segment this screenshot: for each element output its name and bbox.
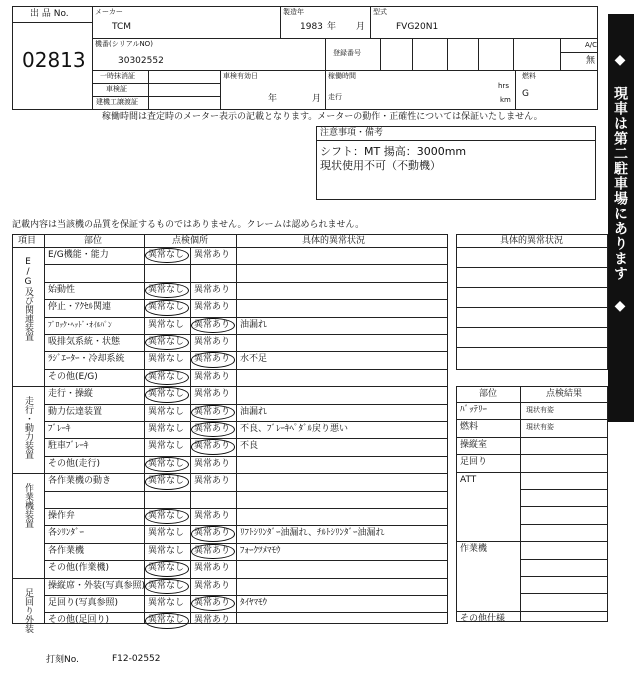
results-value: 現状有姿 bbox=[526, 406, 554, 414]
divider bbox=[456, 307, 608, 308]
status-ng-label: 異常あり bbox=[194, 354, 231, 365]
inspect-month-unit: 月 bbox=[312, 94, 322, 104]
divider bbox=[478, 38, 479, 70]
status-ok-label: 異常なし bbox=[148, 302, 185, 313]
status-ok-label: 異常なし bbox=[148, 511, 185, 521]
year-label: 製造年 bbox=[283, 8, 304, 16]
serial-label: 機番(シリアルNO) bbox=[95, 40, 153, 48]
status-ng-label: 異常あり bbox=[194, 250, 231, 260]
status-ng-label: 異常あり bbox=[194, 424, 231, 434]
col-header-item: 項目 bbox=[18, 236, 37, 246]
maker-label: メーカー bbox=[95, 8, 123, 16]
row-divider bbox=[44, 317, 448, 318]
status-ok-label: 異常なし bbox=[148, 598, 185, 608]
part-label: 操縦席・外装(写真参照) bbox=[48, 580, 146, 591]
row-divider bbox=[44, 612, 448, 613]
divider bbox=[515, 70, 516, 110]
status-ok-label: 異常なし bbox=[148, 371, 185, 382]
divider bbox=[92, 6, 93, 110]
part-label: 各作業機の動き bbox=[48, 476, 112, 487]
maker-value: TCM bbox=[112, 22, 132, 32]
status-ng-label: 異常あり bbox=[194, 441, 231, 452]
status-ng-label: 異常あり bbox=[194, 458, 231, 469]
location-banner bbox=[608, 14, 634, 422]
ac-label: A/C bbox=[585, 41, 598, 49]
inspect-year-unit: 年 bbox=[268, 94, 278, 104]
col-header-part: 部位 bbox=[84, 236, 103, 246]
group-divider bbox=[12, 473, 448, 474]
inspect-valid-label: 車検有効日 bbox=[223, 72, 258, 80]
part-label: 足回り(写真参照) bbox=[48, 598, 119, 608]
row-divider bbox=[44, 438, 448, 439]
divider bbox=[412, 38, 413, 70]
part-label: ﾗｼﾞｴｰﾀｰ・冷却系統 bbox=[48, 354, 125, 365]
check-circle bbox=[145, 561, 189, 576]
part-label: 吸排気系統・状態 bbox=[48, 337, 121, 347]
results-table bbox=[456, 386, 608, 622]
part-label: 各作業機 bbox=[48, 545, 85, 556]
check-circle bbox=[145, 474, 189, 489]
year-value: 1983 bbox=[300, 22, 323, 32]
col-header-detail: 具体的異常状況 bbox=[302, 236, 366, 246]
status-ng-label: 異常あり bbox=[194, 563, 231, 574]
status-ok-label: 異常なし bbox=[148, 337, 185, 347]
status-ng-label: 異常あり bbox=[194, 337, 231, 347]
status-ng-label: 異常あり bbox=[194, 615, 231, 626]
serial-value: 30302552 bbox=[118, 56, 164, 66]
fuel-label: 燃料 bbox=[522, 72, 536, 80]
part-label: E/G機能・能力 bbox=[48, 250, 109, 260]
part-label: 操作弁 bbox=[48, 511, 76, 521]
reg-label: 登録番号 bbox=[333, 49, 361, 57]
sub-row-divider bbox=[520, 559, 608, 560]
hours-label: 稼働時間 bbox=[328, 72, 356, 80]
right-detail-box bbox=[456, 234, 608, 370]
row-divider bbox=[456, 419, 608, 420]
right-detail-header: 具体的異常状況 bbox=[500, 236, 564, 246]
status-ng-label: 異常あり bbox=[194, 528, 231, 539]
row-divider bbox=[44, 351, 448, 352]
divider bbox=[370, 6, 371, 38]
row-divider bbox=[44, 491, 448, 492]
divider bbox=[520, 386, 521, 622]
detail-text: 不良、ﾌﾞﾚｰｷﾍﾟﾀﾞﾙ戻り悪い bbox=[240, 424, 349, 434]
divider bbox=[220, 70, 221, 110]
row-divider bbox=[44, 456, 448, 457]
divider bbox=[456, 287, 608, 288]
status-ok-label: 異常なし bbox=[148, 476, 185, 487]
results-part: その他仕様 bbox=[460, 613, 506, 624]
month-unit: 月 bbox=[356, 22, 366, 32]
check-circle bbox=[145, 387, 189, 402]
check-circle bbox=[145, 457, 189, 472]
row-divider bbox=[44, 334, 448, 335]
divider bbox=[456, 327, 608, 328]
divider bbox=[316, 140, 596, 141]
part-label: 各ｼﾘﾝﾀﾞｰ bbox=[48, 528, 85, 539]
part-label: 駐車ﾌﾞﾚｰｷ bbox=[48, 441, 89, 452]
check-circle bbox=[145, 579, 189, 594]
group-label: 作業機装置 bbox=[23, 483, 33, 529]
sub-row-divider bbox=[520, 524, 608, 525]
row-divider bbox=[44, 595, 448, 596]
row-divider bbox=[44, 404, 448, 405]
check-circle bbox=[191, 318, 235, 333]
sub-row-divider bbox=[520, 576, 608, 577]
check-circle bbox=[191, 352, 235, 367]
status-ok-label: 異常なし bbox=[148, 319, 185, 330]
detail-text: 水不足 bbox=[240, 354, 268, 365]
inspect-cert-label: 車検証 bbox=[106, 85, 127, 93]
group-label: E/G及び関連装置 bbox=[23, 257, 33, 341]
status-ok-label: 異常なし bbox=[148, 528, 185, 539]
row-divider bbox=[44, 508, 448, 509]
disclaimer: 記載内容は当該機の品質を保証するものではありません。クレームは認められません。 bbox=[12, 220, 365, 230]
lot-number: 02813 bbox=[22, 48, 86, 72]
status-ng-label: 異常あり bbox=[194, 371, 231, 382]
row-divider bbox=[456, 402, 608, 403]
col-header-check: 点検個所 bbox=[172, 236, 209, 246]
part-label: 始動性 bbox=[48, 284, 76, 295]
part-label: その他(走行) bbox=[48, 458, 101, 469]
part-label: ﾌﾞﾚｰｷ bbox=[48, 424, 71, 434]
divider bbox=[325, 70, 326, 110]
part-label: 動力伝達装置 bbox=[48, 406, 103, 417]
divider bbox=[44, 234, 45, 624]
divider bbox=[513, 38, 514, 70]
row-divider bbox=[456, 454, 608, 455]
row-divider bbox=[44, 299, 448, 300]
part-label: 走行・操縦 bbox=[48, 389, 94, 400]
detail-text: ﾀｲﾔﾏﾓｳ bbox=[240, 598, 268, 608]
fuel-value: G bbox=[522, 89, 529, 99]
status-ok-label: 異常なし bbox=[148, 615, 185, 626]
detail-text: ﾘﾌﾄｼﾘﾝﾀﾞｰ油漏れ、ﾁﾙﾄｼﾘﾝﾀﾞｰ油漏れ bbox=[240, 528, 385, 539]
row-divider bbox=[456, 437, 608, 438]
status-ok-label: 異常なし bbox=[148, 406, 185, 417]
row-divider bbox=[44, 421, 448, 422]
results-part: ﾊﾞｯﾃﾘｰ bbox=[460, 405, 488, 415]
status-ok-label: 異常なし bbox=[148, 545, 185, 556]
divider bbox=[236, 234, 237, 624]
detail-text: 不良 bbox=[240, 441, 259, 452]
location-banner-text: ◆ 現車は第二駐車場にあります ◆ bbox=[612, 52, 628, 315]
part-label: 停止・ｱｸｾﾙ関連 bbox=[48, 302, 112, 313]
group-label: 走行・動力装置 bbox=[23, 396, 33, 460]
detail-text: 油漏れ bbox=[240, 406, 268, 417]
status-ok-label: 異常なし bbox=[148, 284, 185, 295]
part-label: ﾌﾞﾛｯｸ･ﾍｯﾄﾞ･ｵｲﾙﾊﾟﾝ bbox=[48, 319, 112, 329]
check-circle bbox=[191, 544, 235, 559]
model-value: FVG20N1 bbox=[396, 22, 439, 32]
temp-cert-label: 一時抹消証 bbox=[100, 72, 135, 80]
part-label: その他(足回り) bbox=[48, 615, 110, 626]
divider bbox=[190, 247, 191, 624]
notes-line-1: シフト：MT 揚高：3000mm bbox=[320, 145, 467, 158]
sub-row-divider bbox=[520, 593, 608, 594]
divider bbox=[560, 52, 598, 53]
check-circle bbox=[191, 439, 235, 454]
row-divider bbox=[44, 525, 448, 526]
status-ng-label: 異常あり bbox=[194, 284, 231, 295]
divider bbox=[380, 38, 381, 70]
hours-unit: hrs bbox=[498, 82, 509, 90]
status-ng-label: 異常あり bbox=[194, 389, 231, 400]
sub-row-divider bbox=[520, 489, 608, 490]
sub-row-divider bbox=[520, 506, 608, 507]
row-divider bbox=[456, 611, 608, 612]
divider bbox=[280, 6, 281, 38]
status-ok-label: 異常なし bbox=[148, 563, 185, 574]
check-circle bbox=[191, 405, 235, 420]
status-ng-label: 異常あり bbox=[194, 545, 231, 556]
check-circle bbox=[145, 613, 189, 628]
status-ok-label: 異常なし bbox=[148, 250, 185, 260]
divider bbox=[92, 70, 598, 71]
detail-text: ﾌｫｰｸﾂﾒﾏﾓｳ bbox=[240, 545, 281, 556]
row-divider bbox=[456, 472, 608, 473]
status-ok-label: 異常なし bbox=[148, 354, 185, 365]
group-label: 足回り外装 bbox=[23, 587, 33, 633]
divider bbox=[447, 38, 448, 70]
results-part: 作業機 bbox=[460, 544, 488, 555]
status-ok-label: 異常なし bbox=[148, 441, 185, 452]
divider bbox=[456, 247, 608, 248]
travel-label: 走行 bbox=[328, 93, 342, 101]
results-value: 現状有姿 bbox=[526, 423, 554, 432]
check-circle bbox=[191, 526, 235, 541]
stamp-label: 打刻No. bbox=[46, 655, 79, 665]
row-divider bbox=[44, 560, 448, 561]
stamp-value: F12-02552 bbox=[112, 654, 161, 664]
status-ng-label: 異常あり bbox=[194, 319, 231, 330]
divider bbox=[456, 267, 608, 268]
divider bbox=[92, 38, 598, 39]
ac-value: 無 bbox=[586, 56, 596, 66]
divider bbox=[325, 38, 326, 70]
notes-label: 注意事項・備考 bbox=[320, 128, 384, 138]
notes-line-2: 現状使用不可（不動機） bbox=[320, 159, 441, 172]
status-ng-label: 異常あり bbox=[194, 598, 231, 608]
divider bbox=[92, 96, 220, 97]
divider bbox=[560, 38, 561, 70]
vehicle-cert-label: 建機工譲渡証 bbox=[96, 98, 138, 106]
status-ok-label: 異常なし bbox=[148, 424, 185, 434]
results-part: 足回り bbox=[460, 457, 488, 468]
row-divider bbox=[456, 541, 608, 542]
status-ok-label: 異常なし bbox=[148, 389, 185, 400]
group-divider bbox=[12, 386, 448, 387]
row-divider bbox=[44, 369, 448, 370]
results-part: 操縦室 bbox=[460, 439, 488, 450]
detail-text: 油漏れ bbox=[240, 319, 268, 330]
status-ng-label: 異常あり bbox=[194, 476, 231, 487]
results-part: ATT bbox=[460, 474, 477, 485]
results-header-result: 点検結果 bbox=[546, 389, 583, 399]
divider bbox=[12, 22, 92, 23]
status-ng-label: 異常あり bbox=[194, 302, 231, 313]
lot-label: 出 品 No. bbox=[30, 9, 69, 19]
status-ok-label: 異常なし bbox=[148, 580, 185, 591]
divider bbox=[456, 347, 608, 348]
hour-note: 稼働時間は査定時のメーター表示の記載となります。メーターの動作・正確性については保証いたしません。 bbox=[102, 112, 543, 122]
part-label: その他(E/G) bbox=[48, 371, 98, 382]
divider bbox=[92, 83, 220, 84]
status-ng-label: 異常あり bbox=[194, 406, 231, 417]
check-circle bbox=[145, 283, 189, 298]
model-label: 型式 bbox=[373, 8, 387, 16]
group-divider bbox=[12, 578, 448, 579]
km-unit: km bbox=[500, 96, 511, 104]
year-unit: 年 bbox=[327, 22, 337, 32]
divider bbox=[148, 70, 149, 110]
check-circle bbox=[145, 300, 189, 315]
row-divider bbox=[44, 282, 448, 283]
status-ng-label: 異常あり bbox=[194, 580, 231, 591]
row-divider bbox=[44, 264, 448, 265]
status-ng-label: 異常あり bbox=[194, 511, 231, 521]
status-ok-label: 異常なし bbox=[148, 458, 185, 469]
results-header-part: 部位 bbox=[479, 389, 498, 399]
row-divider bbox=[44, 543, 448, 544]
results-part: 燃料 bbox=[460, 422, 479, 433]
check-circle bbox=[145, 370, 189, 385]
part-label: その他(作業機) bbox=[48, 563, 110, 574]
divider bbox=[12, 247, 448, 248]
